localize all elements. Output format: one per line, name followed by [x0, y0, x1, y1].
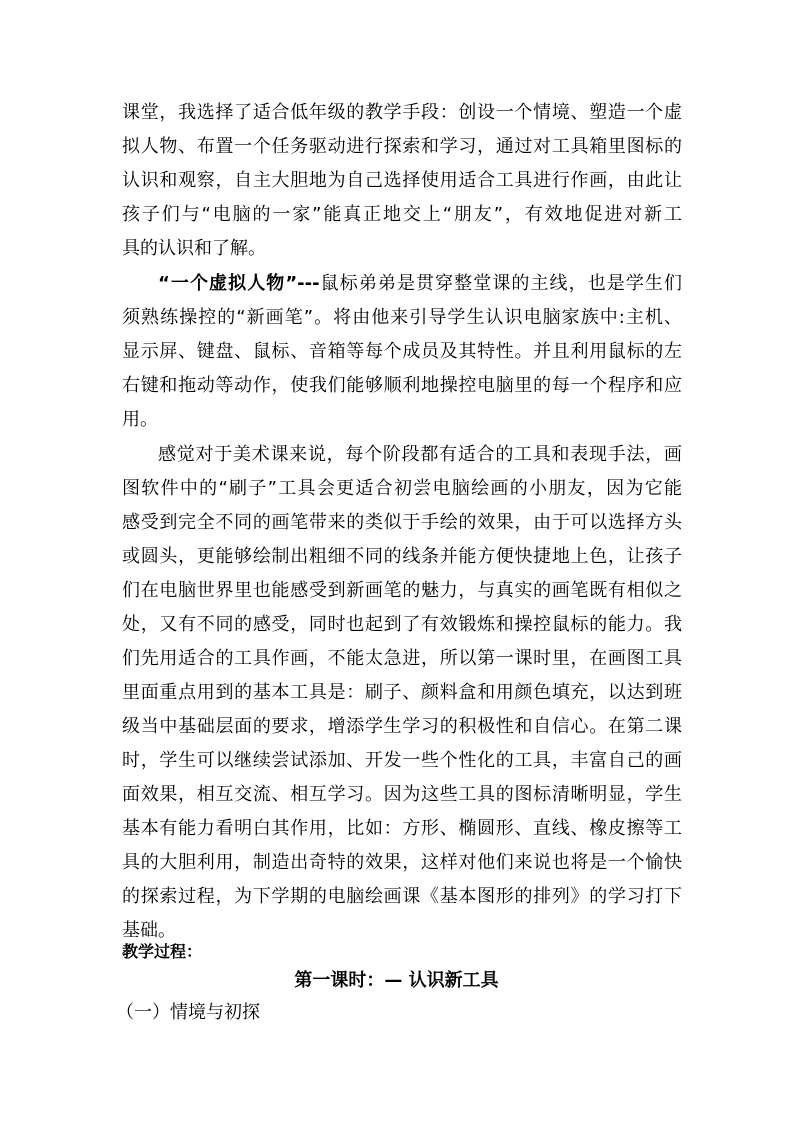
- paragraph-2-line-5: 用。: [122, 409, 158, 430]
- paragraph-3-line-3: 感受到完全不同的画笔带来的类似于手绘的效果，由于可以选择方头: [122, 512, 682, 533]
- paragraph-2-line-2: 须熟练操控的“新画笔”。将由他来引导学生认识电脑家族中:主机、: [122, 307, 682, 328]
- paragraph-2-line-1-text: 鼠标弟弟是贯穿整堂课的主线，也是学生们: [319, 273, 682, 294]
- paragraph-3-line-6: 处，又有不同的感受，同时也起到了有效锻炼和操控鼠标的能力。我: [122, 614, 682, 635]
- section-heading: 教学过程：: [122, 942, 203, 961]
- paragraph-2-line-4: 右键和拖动等动作，使我们能够顺利地操控电脑里的每一个程序和应: [122, 375, 682, 396]
- paragraph-3-line-12: 基本有能力看明白其作用，比如：方形、椭圆形、直线、橡皮擦等工: [122, 818, 682, 839]
- paragraph-1-line-1: 课堂，我选择了适合低年级的教学手段：创设一个情境、塑造一个虚: [122, 102, 682, 123]
- virtual-character-lead: “一个虚拟人物”---: [158, 273, 320, 294]
- paragraph-3-line-5: 们在电脑世界里也能感受到新画笔的魅力，与真实的画笔既有相似之: [122, 580, 682, 601]
- paragraph-3-line-11: 面效果，相互交流、相互学习。因为这些工具的图标清晰明显，学生: [122, 784, 682, 805]
- paragraph-1-line-4: 孩子们与“电脑的一家”能真正地交上“朋友”，有效地促进对新工: [122, 204, 682, 225]
- paragraph-3-line-2: 图软件中的“刷子”工具会更适合初尝电脑绘画的小朋友，因为它能: [122, 478, 682, 499]
- paragraph-3-line-9: 级当中基础层面的要求，增添学生学习的积极性和自信心。在第二课: [122, 716, 682, 737]
- paragraph-1-line-5: 具的认识和了解。: [122, 238, 266, 259]
- paragraph-2-line-1: [158, 268, 682, 300]
- paragraph-3-line-7: 们先用适合的工具作画，不能太急进，所以第一课时里，在画图工具: [122, 648, 682, 669]
- lesson-title: 第一课时：— 认识新工具: [294, 970, 499, 991]
- paragraph-2-line-3: 显示屏、键盘、鼠标、音箱等每个成员及其特性。并且利用鼠标的左: [122, 341, 682, 362]
- paragraph-3-line-4: 或圆头，更能够绘制出粗细不同的线条并能方便快捷地上色，让孩子: [122, 546, 682, 567]
- paragraph-3-line-8: 里面重点用到的基本工具是：刷子、颜料盒和用颜色填充，以达到班: [122, 682, 682, 703]
- paragraph-1-line-3: 认识和观察，自主大胆地为自己选择使用适合工具进行作画，由此让: [122, 170, 682, 191]
- paragraph-3-line-1: 感觉对于美术课来说，每个阶段都有适合的工具和表现手法，画: [158, 444, 682, 465]
- paragraph-1-line-2: 拟人物、布置一个任务驱动进行探索和学习，通过对工具箱里图标的: [122, 136, 682, 157]
- paragraph-3-line-10: 时，学生可以继续尝试添加、开发一些个性化的工具，丰富自己的画: [122, 750, 682, 771]
- paragraph-3-line-13: 具的大胆利用，制造出奇特的效果，这样对他们来说也将是一个愉快: [122, 852, 682, 873]
- subheading: （一）情境与初探: [116, 1002, 260, 1023]
- paragraph-3-line-15: 基础。: [122, 920, 176, 941]
- paragraph-3-line-14: 的探索过程，为下学期的电脑绘画课《基本图形的排列》的学习打下: [122, 886, 682, 907]
